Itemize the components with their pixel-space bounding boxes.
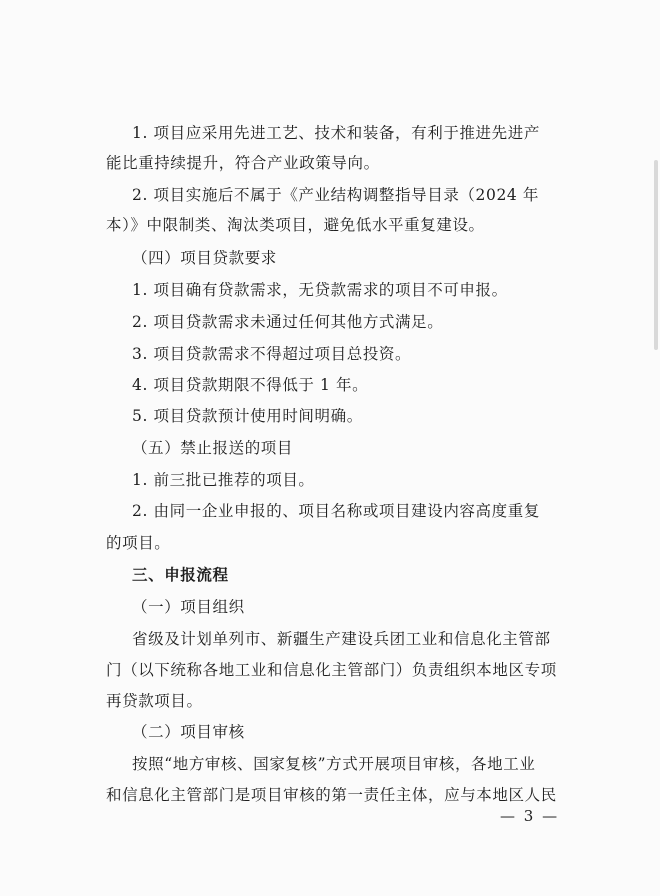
paragraph-line: 的项目。	[106, 534, 171, 552]
paragraph-line: 2. 由同一企业申报的、项目名称或项目建设内容高度重复	[132, 502, 540, 520]
paragraph-line: 按照“地方审核、国家复核”方式开展项目审核，各地工业	[132, 755, 536, 773]
chapter-heading: 三、申报流程	[132, 566, 229, 584]
scrollbar[interactable]	[654, 160, 658, 350]
paragraph-line: 省级及计划单列市、新疆生产建设兵团工业和信息化主管部	[132, 630, 551, 648]
page-number: — 3 —	[500, 807, 560, 825]
paragraph-line: 1. 项目应采用先进工艺、技术和装备，有利于推进先进产	[132, 124, 540, 142]
paragraph-line: 再贷款项目。	[106, 692, 203, 710]
paragraph-line: 4. 项目贷款期限不得低于 1 年。	[132, 376, 369, 394]
paragraph-line: 和信息化主管部门是项目审核的第一责任主体，应与本地区人民	[106, 786, 557, 804]
paragraph-line: 5. 项目贷款预计使用时间明确。	[132, 407, 363, 425]
paragraph-line: 2. 项目实施后不属于《产业结构调整指导目录（2024 年	[132, 186, 539, 204]
section-heading: （二）项目审核	[132, 723, 245, 741]
paragraph-line: 本）》中限制类、淘汰类项目，避免低水平重复建设。	[106, 216, 485, 234]
paragraph-line: 能比重持续提升，符合产业政策导向。	[106, 154, 380, 172]
paragraph-line: 3. 项目贷款需求不得超过项目总投资。	[132, 345, 412, 363]
paragraph-line: 1. 前三批已推荐的项目。	[132, 471, 315, 489]
section-heading: （五）禁止报送的项目	[132, 439, 294, 457]
section-heading: （四）项目贷款要求	[132, 249, 277, 267]
paragraph-line: 2. 项目贷款需求未通过任何其他方式满足。	[132, 313, 444, 331]
section-heading: （一）项目组织	[132, 598, 245, 616]
paragraph-line: 门（以下统称各地工业和信息化主管部门）负责组织本地区专项	[106, 661, 557, 679]
paragraph-line: 1. 项目确有贷款需求，无贷款需求的项目不可申报。	[132, 281, 508, 299]
